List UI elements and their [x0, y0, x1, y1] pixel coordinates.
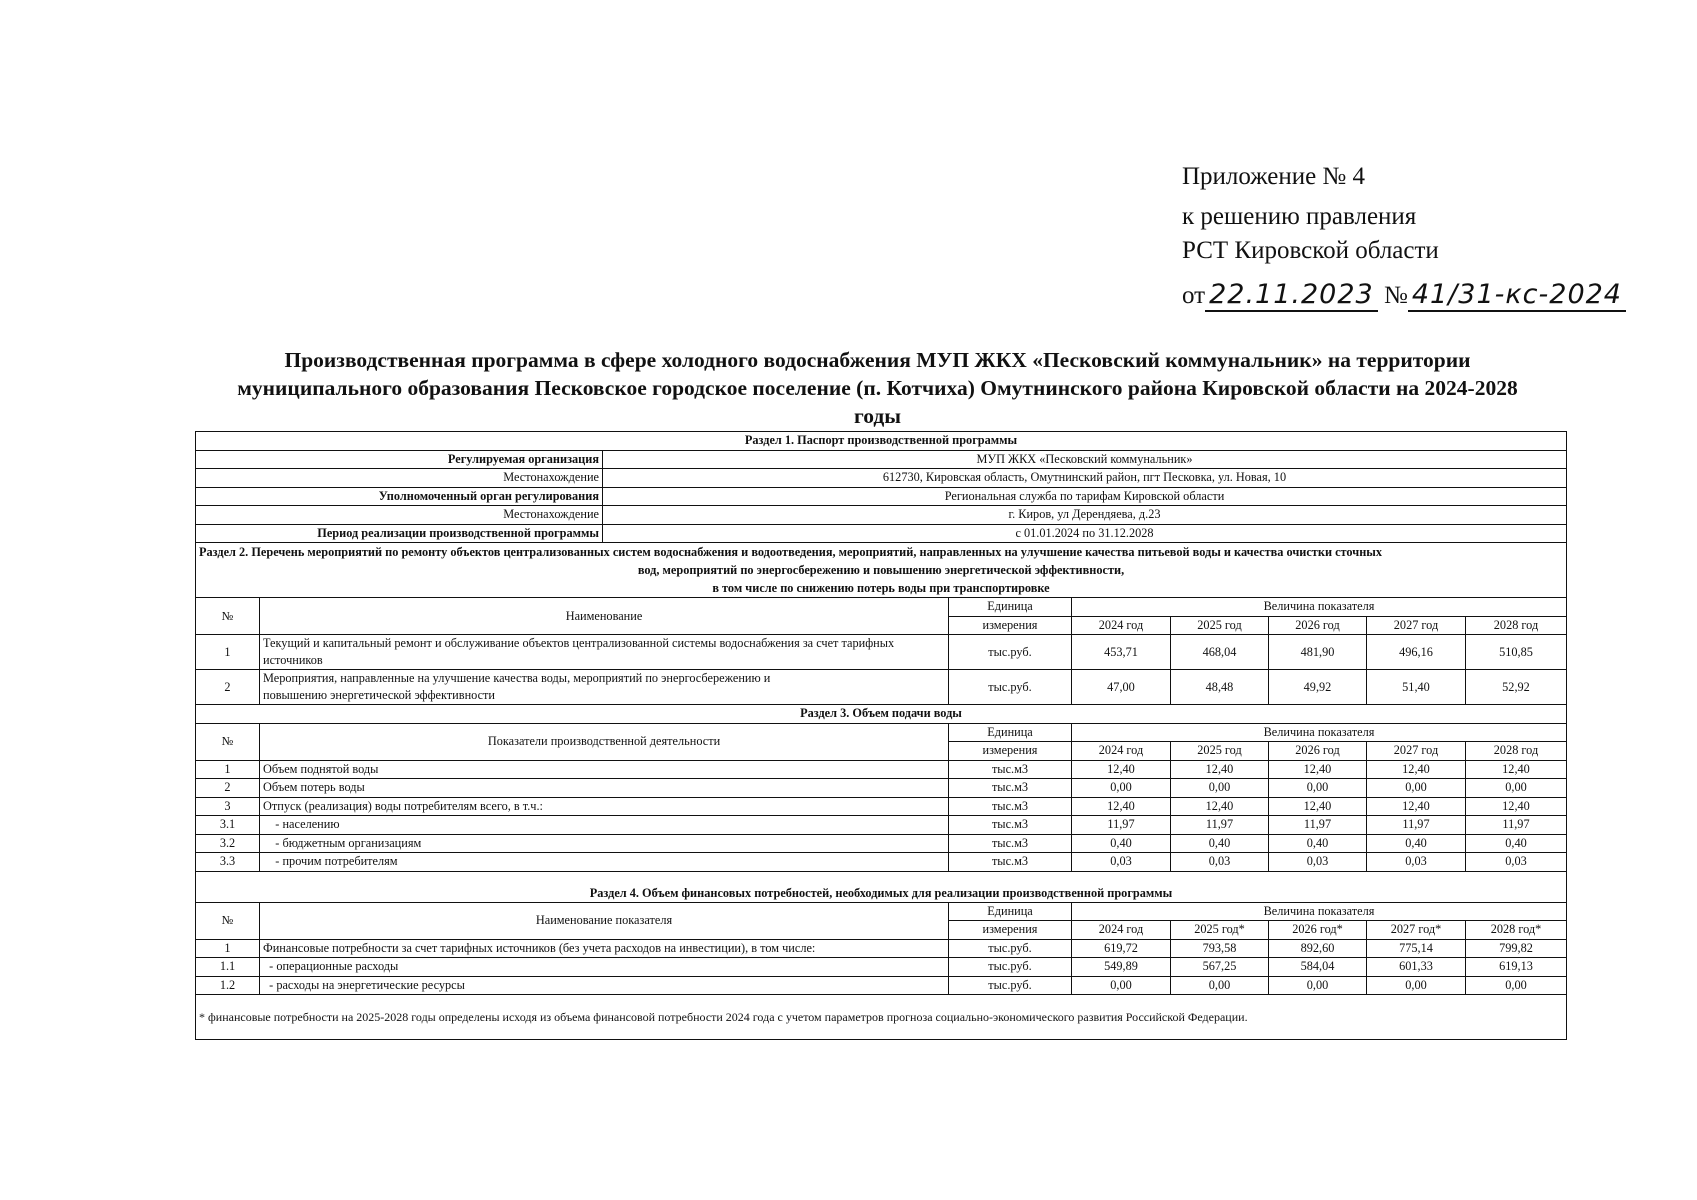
row-value: 0,00: [1269, 779, 1367, 798]
row-value: 549,89: [1072, 958, 1171, 977]
table-row: [196, 834, 1567, 853]
section2-header-line-1: Раздел 2. Перечень мероприятий по ремонту объектов централизованных систем водоснабжения и водоотведения, мероприятий, направленных на улучшение качества питьевой воды и качества очистки сточных: [199, 545, 1383, 559]
col-unit-top: Единица: [949, 902, 1072, 921]
row-name: - населению: [260, 816, 949, 835]
passport-value: г. Киров, ул Дерендяева, д.23: [603, 506, 1567, 525]
row-value: 0,40: [1367, 834, 1466, 853]
row-unit: тыс.руб.: [949, 635, 1072, 670]
row-value: 48,48: [1171, 670, 1269, 705]
year-header: 2025 год: [1171, 616, 1269, 635]
number-label: №: [1383, 282, 1408, 309]
year-header: 2024 год: [1072, 921, 1171, 940]
section2-col-header-row: [196, 598, 1567, 617]
row-unit: тыс.руб.: [949, 939, 1072, 958]
year-header: 2025 год: [1171, 742, 1269, 761]
row-number: 2: [196, 670, 260, 705]
table-row: [196, 958, 1567, 977]
table-row: [196, 939, 1567, 958]
row-value: 619,13: [1466, 958, 1567, 977]
col-unit-bottom: измерения: [949, 921, 1072, 940]
section3-header: Раздел 3. Объем подачи воды: [196, 705, 1567, 724]
row-value: 0,00: [1367, 976, 1466, 995]
title-line-3: годы: [853, 404, 902, 428]
year-header: 2027 год*: [1367, 921, 1466, 940]
row-value: 0,40: [1171, 834, 1269, 853]
row-name: Текущий и капитальный ремонт и обслуживание объектов централизованной системы водоснабжения за счет тарифных источников: [260, 635, 949, 670]
row-number: 1.2: [196, 976, 260, 995]
passport-label: Период реализации производственной программы: [196, 524, 603, 543]
row-name: Объем потерь воды: [260, 779, 949, 798]
row-name: - расходы на энергетические ресурсы: [260, 976, 949, 995]
col-number: №: [196, 723, 260, 760]
row-value: 793,58: [1171, 939, 1269, 958]
row-number: 1: [196, 760, 260, 779]
col-unit-bottom: измерения: [949, 742, 1072, 761]
year-header: 2026 год: [1269, 616, 1367, 635]
passport-row: [196, 506, 1567, 525]
row-unit: тыс.руб.: [949, 670, 1072, 705]
row-unit: тыс.м3: [949, 779, 1072, 798]
row-value: 0,03: [1072, 853, 1171, 872]
row-number: 1: [196, 939, 260, 958]
row-value: 0,03: [1171, 853, 1269, 872]
section2-header-line-3: в том числе по снижению потерь воды при транспортировке: [712, 581, 1050, 595]
col-unit-top: Единица: [949, 723, 1072, 742]
table-row: [196, 976, 1567, 995]
row-value: 567,25: [1171, 958, 1269, 977]
year-header: 2026 год: [1269, 742, 1367, 761]
footnote: * финансовые потребности на 2025-2028 годы определены исходя из объема финансовой потребности 2024 года с учетом параметров прогноза социально-экономического развития Российской Федерации.: [196, 995, 1567, 1040]
row-value: 12,40: [1072, 760, 1171, 779]
row-name: Финансовые потребности за счет тарифных источников (без учета расходов на инвестиции), в том числе:: [260, 939, 949, 958]
program-table: [195, 431, 1567, 1040]
row-name: - операционные расходы: [260, 958, 949, 977]
appendix-block: [1182, 160, 1626, 313]
row-value: 12,40: [1171, 760, 1269, 779]
section2-header-line-2: вод, мероприятий по энергосбережению и повышению энергетической эффективности,: [637, 563, 1125, 577]
table-row: [196, 760, 1567, 779]
col-value: Величина показателя: [1072, 902, 1567, 921]
row-value: 12,40: [1171, 797, 1269, 816]
row-value: 496,16: [1367, 635, 1466, 670]
passport-value: с 01.01.2024 по 31.12.2028: [603, 524, 1567, 543]
year-header: 2027 год: [1367, 616, 1466, 635]
row-name: Отпуск (реализация) воды потребителям всего, в т.ч.:: [260, 797, 949, 816]
row-value: 11,97: [1367, 816, 1466, 835]
passport-row: [196, 469, 1567, 488]
row-value: 892,60: [1269, 939, 1367, 958]
row-name: Объем поднятой воды: [260, 760, 949, 779]
col-number: №: [196, 902, 260, 939]
row-number: 2: [196, 779, 260, 798]
row-value: 0,00: [1171, 976, 1269, 995]
row-unit: тыс.руб.: [949, 958, 1072, 977]
row-value: 49,92: [1269, 670, 1367, 705]
passport-label: Местонахождение: [196, 469, 603, 488]
handwritten-date: 22.11.2023: [1205, 279, 1378, 312]
row-value: 0,00: [1072, 976, 1171, 995]
section2-header-row: [196, 543, 1567, 598]
year-header: 2024 год: [1072, 616, 1171, 635]
row-value: 799,82: [1466, 939, 1567, 958]
row-value: 52,92: [1466, 670, 1567, 705]
year-header: 2025 год*: [1171, 921, 1269, 940]
row-value: 12,40: [1466, 797, 1567, 816]
title-line-1: Производственная программа в сфере холодного водоснабжения МУП ЖКХ «Песковский коммунальник» на территории: [284, 348, 1471, 372]
passport-value: МУП ЖКХ «Песковский коммунальник»: [603, 450, 1567, 469]
passport-row: [196, 450, 1567, 469]
col-name: Наименование показателя: [260, 902, 949, 939]
row-value: 0,00: [1367, 779, 1466, 798]
row-value: 0,00: [1171, 779, 1269, 798]
year-header: 2027 год: [1367, 742, 1466, 761]
row-value: 619,72: [1072, 939, 1171, 958]
row-unit: тыс.м3: [949, 816, 1072, 835]
passport-row: [196, 524, 1567, 543]
year-header: 2028 год: [1466, 742, 1567, 761]
row-value: 11,97: [1466, 816, 1567, 835]
appendix-decision: к решению правления: [1182, 203, 1417, 230]
row-value: 12,40: [1367, 797, 1466, 816]
row-value: 47,00: [1072, 670, 1171, 705]
row-number: 3: [196, 797, 260, 816]
year-header: 2024 год: [1072, 742, 1171, 761]
row-value: 12,40: [1367, 760, 1466, 779]
row-unit: тыс.м3: [949, 797, 1072, 816]
section3-header-row: [196, 705, 1567, 724]
year-header: 2026 год*: [1269, 921, 1367, 940]
row-name: Мероприятия, направленные на улучшение качества воды, мероприятий по энергосбережению и повышению энергетической эффективности: [260, 670, 949, 705]
section1-header-row: [196, 432, 1567, 451]
row-name: - бюджетным организациям: [260, 834, 949, 853]
row-name: - прочим потребителям: [260, 853, 949, 872]
date-prefix: от: [1182, 282, 1206, 309]
row-value: 11,97: [1269, 816, 1367, 835]
col-value: Величина показателя: [1072, 723, 1567, 742]
table-row: [196, 779, 1567, 798]
col-value: Величина показателя: [1072, 598, 1567, 617]
row-value: 51,40: [1367, 670, 1466, 705]
passport-label: Местонахождение: [196, 506, 603, 525]
row-value: 0,00: [1466, 976, 1567, 995]
row-number: 3.1: [196, 816, 260, 835]
col-number: №: [196, 598, 260, 635]
row-number: 1.1: [196, 958, 260, 977]
passport-value: Региональная служба по тарифам Кировской области: [603, 487, 1567, 506]
row-value: 775,14: [1367, 939, 1466, 958]
passport-value: 612730, Кировская область, Омутнинский район, пгт Песковка, ул. Новая, 10: [603, 469, 1567, 488]
row-value: 481,90: [1269, 635, 1367, 670]
col-unit-top: Единица: [949, 598, 1072, 617]
row-unit: тыс.руб.: [949, 976, 1072, 995]
row-value: 0,40: [1072, 834, 1171, 853]
passport-row: [196, 487, 1567, 506]
row-value: 12,40: [1269, 760, 1367, 779]
section1-header: Раздел 1. Паспорт производственной программы: [196, 432, 1567, 451]
title-line-2: муниципального образования Песковское городское поселение (п. Котчиха) Омутнинского района Кировской области на 2024-2028: [237, 376, 1518, 400]
row-value: 0,00: [1269, 976, 1367, 995]
row-unit: тыс.м3: [949, 853, 1072, 872]
table-row: [196, 670, 1567, 705]
row-value: 12,40: [1466, 760, 1567, 779]
section2-header: [196, 543, 1567, 598]
passport-label: Регулируемая организация: [196, 450, 603, 469]
footnote-row: [196, 995, 1567, 1040]
passport-label: Уполномоченный орган регулирования: [196, 487, 603, 506]
row-value: 0,00: [1072, 779, 1171, 798]
row-value: 12,40: [1269, 797, 1367, 816]
row-value: 0,40: [1466, 834, 1567, 853]
row-unit: тыс.м3: [949, 834, 1072, 853]
table-row: [196, 816, 1567, 835]
handwritten-number: 41/31-кс-2024: [1408, 279, 1626, 312]
row-number: 3.2: [196, 834, 260, 853]
table-row: [196, 635, 1567, 670]
row-number: 1: [196, 635, 260, 670]
section4-header-row: [196, 871, 1567, 902]
appendix-authority: РСТ Кировской области: [1182, 237, 1439, 264]
row-number: 3.3: [196, 853, 260, 872]
table-row: [196, 797, 1567, 816]
row-value: 12,40: [1072, 797, 1171, 816]
row-value: 510,85: [1466, 635, 1567, 670]
appendix-date-line: [1182, 278, 1626, 313]
row-value: 584,04: [1269, 958, 1367, 977]
row-value: 453,71: [1072, 635, 1171, 670]
row-value: 0,40: [1269, 834, 1367, 853]
section4-header: Раздел 4. Объем финансовых потребностей, необходимых для реализации производственной программы: [196, 871, 1567, 902]
col-name: Наименование: [260, 598, 949, 635]
row-value: 11,97: [1171, 816, 1269, 835]
appendix-number: Приложение № 4: [1182, 163, 1366, 190]
row-value: 11,97: [1072, 816, 1171, 835]
row-value: 601,33: [1367, 958, 1466, 977]
section4-col-header-row: [196, 902, 1567, 921]
document-title: [190, 346, 1565, 430]
row-value: 0,03: [1367, 853, 1466, 872]
year-header: 2028 год*: [1466, 921, 1567, 940]
section3-col-header-row: [196, 723, 1567, 742]
table-row: [196, 853, 1567, 872]
row-value: 468,04: [1171, 635, 1269, 670]
row-value: 0,03: [1466, 853, 1567, 872]
row-unit: тыс.м3: [949, 760, 1072, 779]
row-value: 0,00: [1466, 779, 1567, 798]
col-name: Показатели производственной деятельности: [260, 723, 949, 760]
row-value: 0,03: [1269, 853, 1367, 872]
col-unit-bottom: измерения: [949, 616, 1072, 635]
year-header: 2028 год: [1466, 616, 1567, 635]
